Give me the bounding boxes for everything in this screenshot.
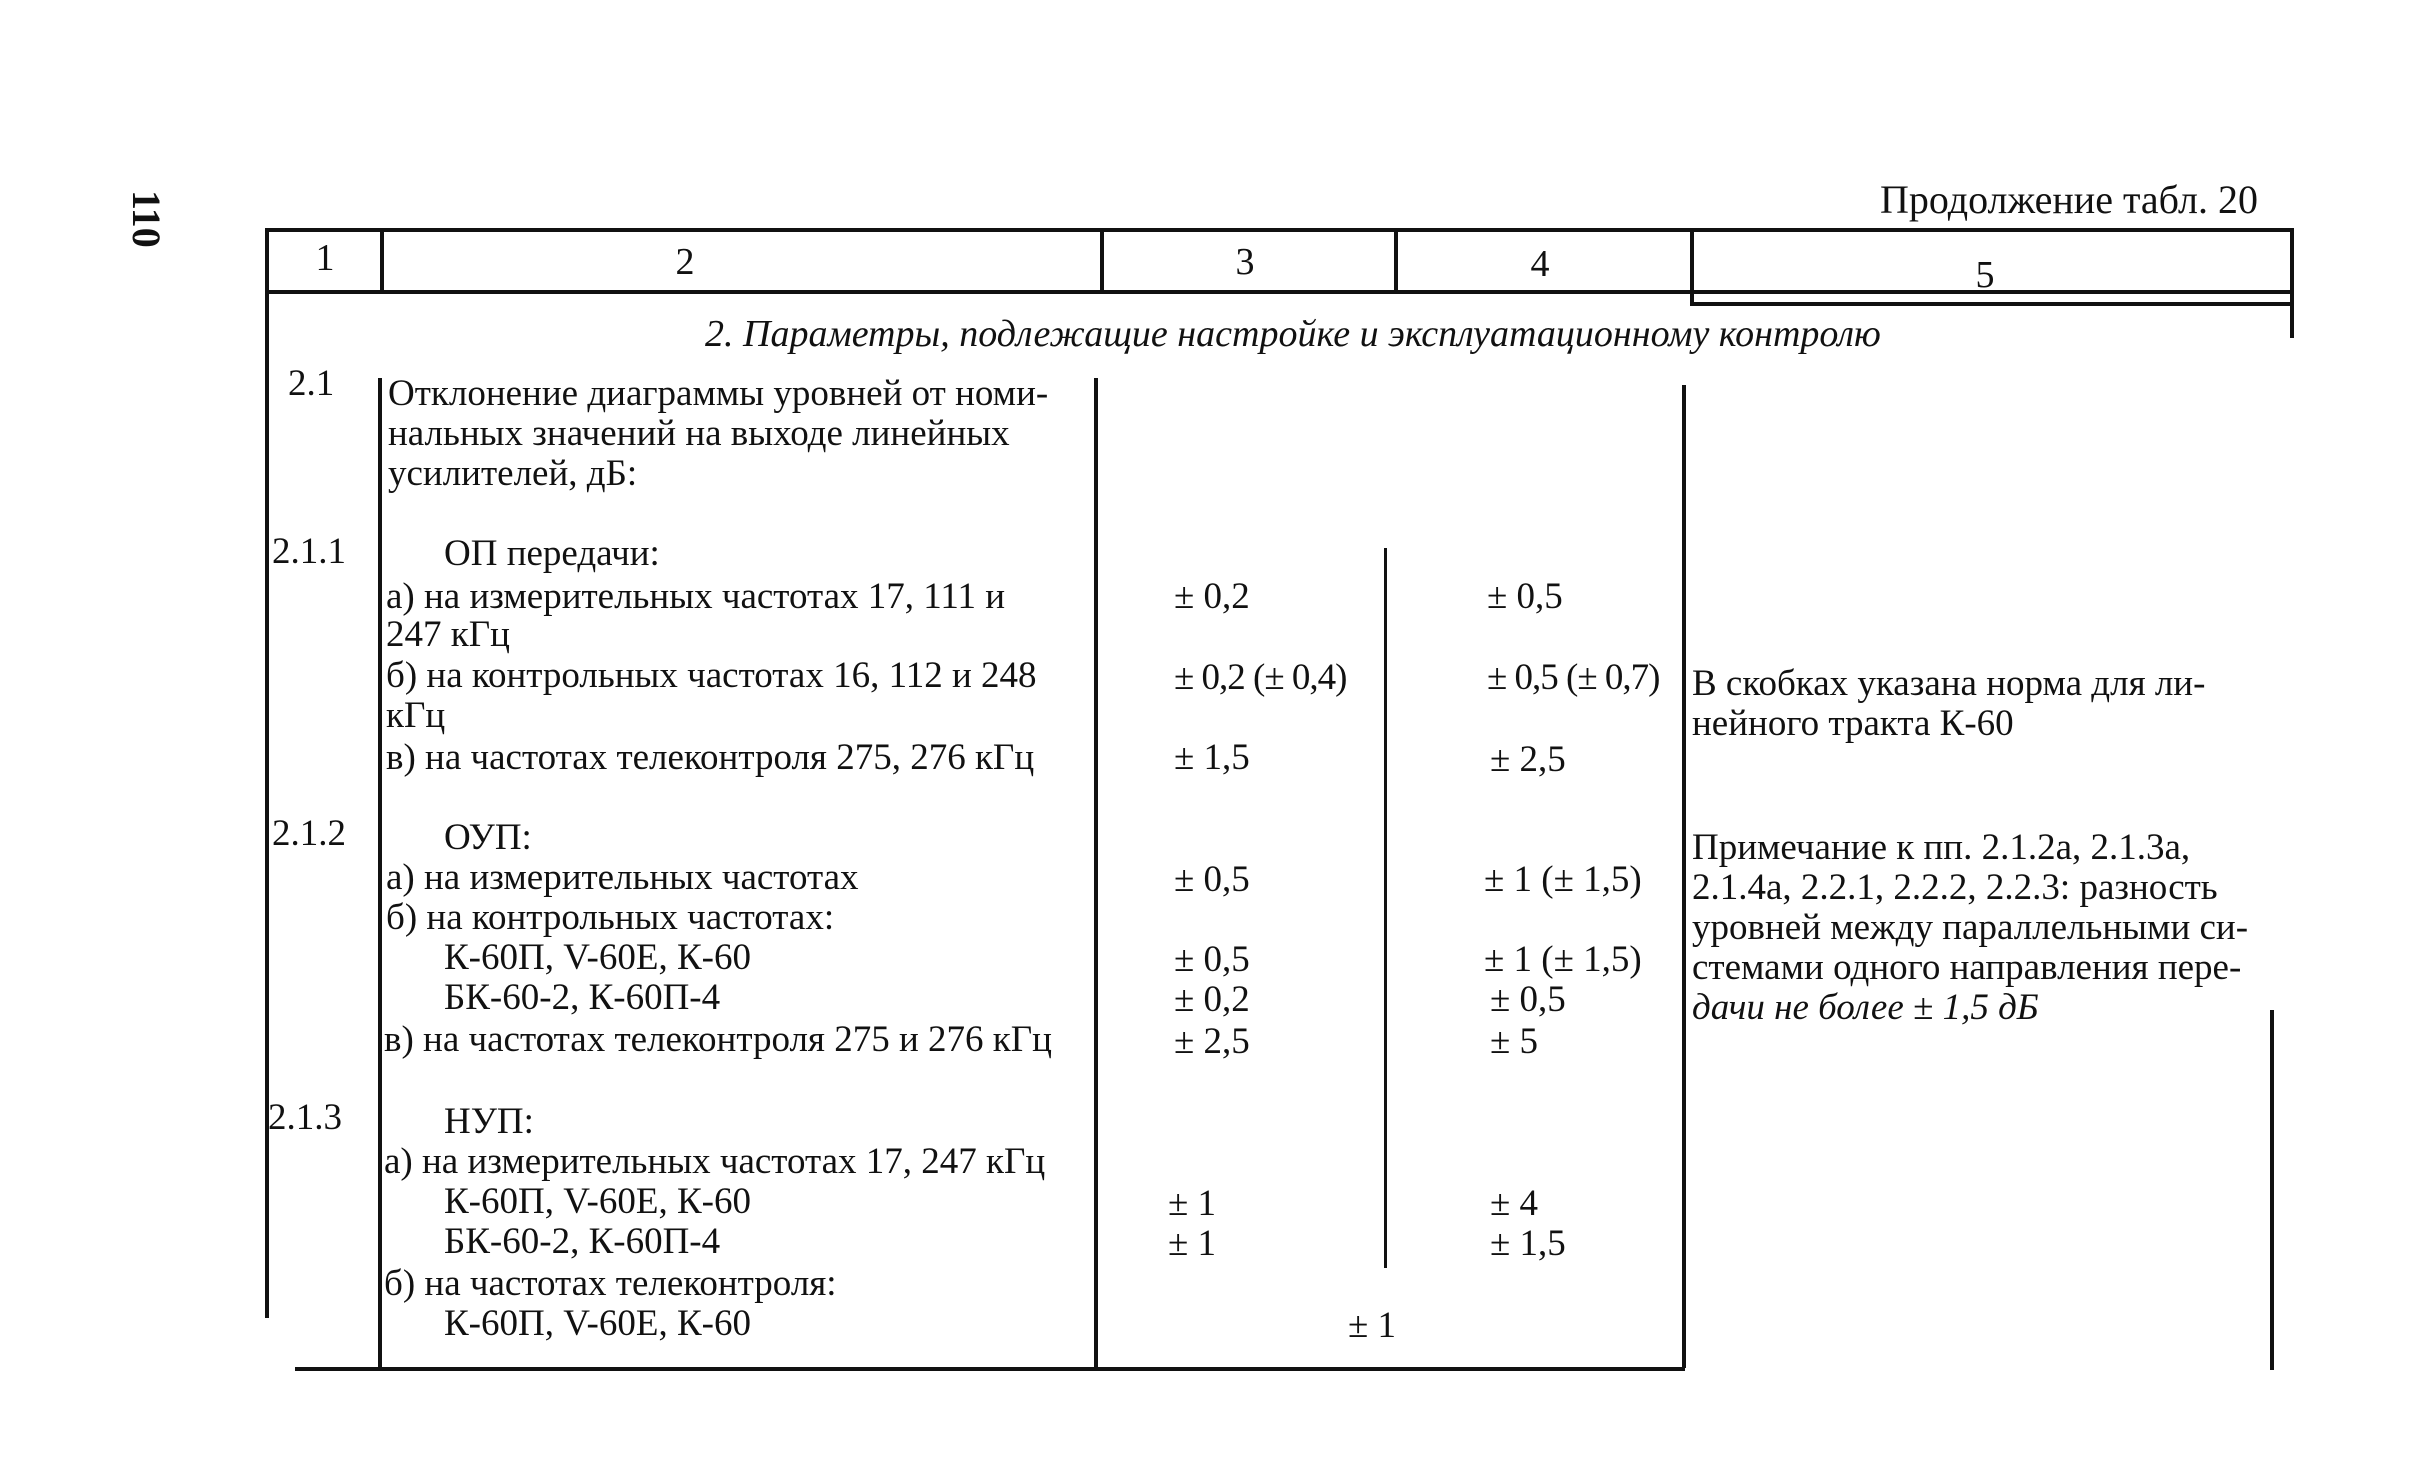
row-2-1-1-b-line-1: б) на контрольных частотах 16, 112 и 248 [386,655,1037,696]
row-2-1-1-a-col4: ± 0,5 [1487,576,1563,617]
row-2-1-1-c-line: в) на частотах телеконтроля 275, 276 кГц [386,737,1035,778]
row-2-1-2-b-line: б) на контрольных частотах: [386,897,835,938]
row-2-1-2-c-col4: ± 5 [1490,1021,1539,1062]
section-title: 2. Параметры, подлежащие настройке и эксплуатационному контролю [705,313,1881,355]
row-2-1-2-a-col3: ± 0,5 [1174,859,1250,900]
row-2-1-3-heading: НУП: [444,1101,534,1142]
row-2-1-1-b-col4: ± 0,5 (± 0,7) [1487,657,1660,698]
row-2-1-2-a-col4: ± 1 (± 1,5) [1484,859,1642,900]
row-2-1-1-a-line-1: а) на измерительных частотах 17, 111 и [386,576,1006,617]
row-2-1-1-b-col3: ± 0,2 (± 0,4) [1174,657,1347,698]
note-remark-line-1: Примечание к пп. 2.1.2а, 2.1.3а, [1692,827,2191,868]
note-remark-line-4: стемами одного направления пере- [1692,947,2242,988]
row-2-1-2-b2-line: БК-60-2, К-60П-4 [444,977,721,1018]
row-2-1-1-c-col3: ± 1,5 [1174,737,1250,778]
row-2-1-3-b-line: б) на частотах телеконтроля: [384,1263,837,1304]
row-2-1-2-heading: ОУП: [444,817,532,858]
row-2-1-2-b1-col4: ± 1 (± 1,5) [1484,939,1642,980]
row-2-1-3-b1-col34: ± 1 [1348,1305,1397,1346]
row-2-1-2-a-line: а) на измерительных частотах [386,857,859,898]
row-number-2-1: 2.1 [288,363,335,404]
note-remark-line-2: 2.1.4а, 2.2.1, 2.2.2, 2.2.3: разность [1692,867,2218,908]
row-2-1-text-line-2: нальных значений на выходе линейных [388,413,1010,454]
row-2-1-1-a-line-2: 247 кГц [386,614,510,655]
row-2-1-1-c-col4: ± 2,5 [1490,739,1566,780]
row-2-1-2-c-line: в) на частотах телеконтроля 275 и 276 кГц [384,1019,1052,1060]
column-number-5: 5 [1975,254,1995,296]
column-number-2: 2 [675,241,695,283]
page-number: 110 [124,190,169,248]
column-number-4: 4 [1530,243,1550,285]
column-number-1: 1 [315,237,335,279]
row-number-2-1-1: 2.1.1 [272,531,346,572]
row-2-1-3-a2-col3: ± 1 [1168,1223,1217,1264]
row-2-1-text-line-3: усилителей, дБ: [388,453,638,494]
row-2-1-3-a-line: а) на измерительных частотах 17, 247 кГц [384,1141,1046,1182]
row-2-1-2-b1-col3: ± 0,5 [1174,939,1250,980]
table-continuation-label: Продолжение табл. 20 [1880,177,2258,222]
row-2-1-2-b2-col3: ± 0,2 [1174,979,1250,1020]
note-brackets-line-1: В скобках указана норма для ли- [1692,663,2206,704]
row-number-2-1-3: 2.1.3 [268,1097,342,1138]
row-2-1-3-a1-col3: ± 1 [1168,1183,1217,1224]
note-remark-line-5: дачи не более ± 1,5 дБ [1692,987,2039,1028]
row-2-1-1-heading: ОП передачи: [444,533,660,574]
row-2-1-1-b-line-2: кГц [386,695,446,736]
row-2-1-2-b2-col4: ± 0,5 [1490,979,1566,1020]
column-number-3: 3 [1235,241,1255,283]
note-brackets-line-2: нейного тракта К-60 [1692,703,2014,744]
row-2-1-3-b1-line: К-60П, V-60E, К-60 [444,1303,751,1344]
row-2-1-3-a1-line: К-60П, V-60E, К-60 [444,1181,751,1222]
row-number-2-1-2: 2.1.2 [272,813,346,854]
note-remark-line-3: уровней между параллельными си- [1692,907,2249,948]
row-2-1-3-a1-col4: ± 4 [1490,1183,1539,1224]
row-2-1-3-a2-col4: ± 1,5 [1490,1223,1566,1264]
row-2-1-2-c-col3: ± 2,5 [1174,1021,1250,1062]
row-2-1-1-a-col3: ± 0,2 [1174,576,1250,617]
row-2-1-2-b1-line: К-60П, V-60E, К-60 [444,937,751,978]
row-2-1-text-line-1: Отклонение диаграммы уровней от номи- [388,373,1049,414]
row-2-1-3-a2-line: БК-60-2, К-60П-4 [444,1221,721,1262]
